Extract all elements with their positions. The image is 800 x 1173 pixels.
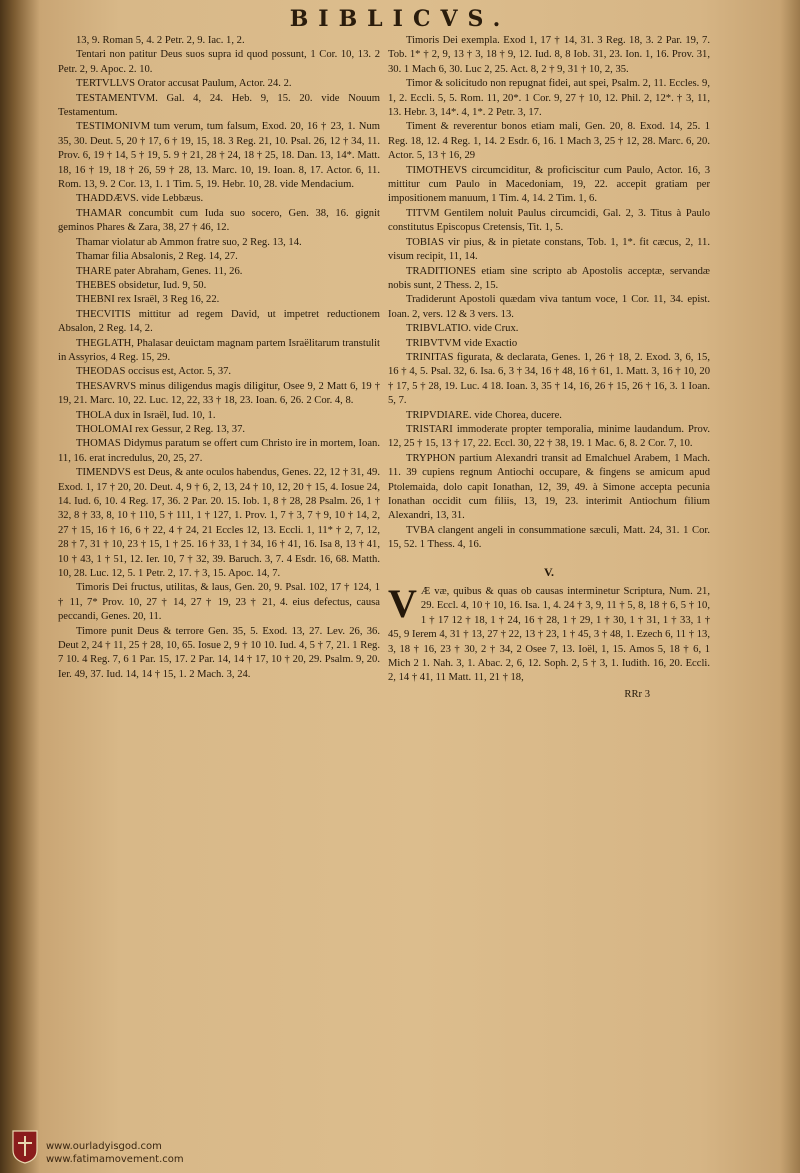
index-entry: Tradiderunt Apostoli quædam viva tantum voce, 1 Cor. 11, 34. epist. Ioan. 2, vers. 12 & 3 vers. 13.: [388, 294, 710, 320]
section-heading: V.: [543, 564, 555, 579]
right-column: [388, 34, 710, 702]
index-entry: THECVITIS mittitur ad regem David, ut impetret reductionem Absalon, 2 Reg. 14, 2.: [58, 308, 380, 335]
index-entry: THADDÆVS. vide Lebbæus.: [76, 193, 204, 205]
index-entry: TESTAMENTVM. Gal. 4, 24. Heb. 9, 15. 20. vide Nouum Testamentum.: [58, 92, 380, 119]
index-entry: THEODAS occisus est, Actor. 5, 37.: [76, 366, 232, 378]
index-entry: Timore punit Deus & terrore Gen. 35, 5. Exod. 13, 27. Lev. 26, 36. Deut 2, 24 † 11, 25 † 28, 10, 65. Iosue 2, 9 † 10 10. Iud. 4, 5 † 7, 21. 1 Reg. 7 10. 4 Reg. 7, 6 1 Par. 15, 17. 2 Par. 14, 14 † 17, 10 † 20, 29. Psalm. 9, 20. Ier. 49, 37. Iud. 14, 14 † 15, 1. 2 Mach. 3, 24.: [58, 625, 380, 680]
index-entry: THEGLATH, Phalasar deuictam magnam partem Israëlitarum transtulit in Assyrios, 4 Reg. 15, 29.: [58, 337, 380, 363]
index-entry: TOBIAS vir pius, & in pietate constans, Tob. 1, 1*. fit cæcus, 2, 11. visum recipit, 11, 14.: [388, 236, 710, 263]
index-entry: Thamar violatur ab Ammon fratre suo, 2 Reg. 13, 14.: [76, 236, 302, 248]
index-entry: TRADITIONES etiam sine scripto ab Apostolis acceptæ, servandæ nobis sunt, 2 Thess. 2, 15.: [388, 265, 710, 291]
section-v-text: Æ væ, quibus & quas ob causas interminetur Scriptura, Num. 21, 29. Eccl. 4, 10 † 10, 16. Isa. 1, 4. 24 † 3, 9, 11 † 5, 8, 18 † 6, 5 † 10, 1 † 17 12 † 18, 1 † 24, 16 † 28, 1 † 29, 1 † 30, 1 † 31, 1 † 33, 1 † 45, 9 Ierem 4, 31 † 13, 27 † 22, 13 † 23, 1 † 45, 3 † 48, 1. Ezech 6, 11 † 13, 3, 18 † 16, 23 † 30, 2 † 34, 2 Osee 7, 13. Ioël, 1, 15. Amos 5, 18 † 6, 1 Mich 2 1. Nah. 3, 1. Abac. 2, 6, 12. Soph. 2, 5 † 3, 1. Iudith. 16, 20. Eccli. 2, 14 † 41, 11 Matt. 11, 21 † 18,: [388, 586, 710, 684]
index-entry: TIMENDVS est Deus, & ante oculos habendus, Genes. 22, 12 † 31, 49. Exod. 1, 17 † 20, 20. Deut. 4, 9 † 6, 2, 13, 24 † 10, 12, 20 † 15, 4. Iosue 24, 14. Iud. 6, 10. 4 Reg. 17, 36. 2 Par. 20. 15. Iob. 1, 8 † 28, 28 Psalm. 26, 1 † 32, 8 † 33, 8, 10 † 110, 5 † 111, 1 † 127, 1. Prov. 1, 7 † 3, 7 † 9, 10 † 14, 2, 27 † 15, 16 † 16, 6 † 22, 4 † 24, 21 Eccles 12, 13. Eccli. 1, 11* † 2, 7, 12, 28 † 7, 31 † 10, 23 † 15, 1 † 25. 16 † 33, 1 † 34, 16 † 41, 16. Isa 8, 13 † 41, 10 † 43, 1 † 51, 12. Ier. 10, 7 † 32, 39. Baruch. 3, 7. 4 Esdr. 16, 68. Matth. 10, 28. Luc. 12, 5. 1 Petr. 2, 17. † 3, 15. Apoc. 14, 7.: [58, 467, 380, 580]
index-entry: THOMAS Didymus paratum se offert cum Christo ire in mortem, Ioan. 11, 16. erat incredulus, 20, 25, 27.: [58, 438, 380, 464]
index-entry: Timoris Dei fructus, utilitas, & laus, Gen. 20, 9. Psal. 102, 17 † 124, 1 † 11, 7* Prov. 10, 27 † 14, 27 † 19, 23 † 21, 4. eius defectus, causa peccandi, Genes. 20, 11.: [58, 582, 380, 623]
website-logo-icon: [12, 1130, 38, 1164]
website-credits: [46, 1140, 184, 1166]
index-entry: TRINITAS figurata, & declarata, Genes. 1, 26 † 18, 2. Exod. 3, 6, 15, 16 † 4, 5. Psal. 32, 6. Isa. 6, 3 † 34, 16 † 48, 16 † 61, 1. Matt. 3, 16 † 10, 20 † 17, 5 † 28, 19. Luc. 4 18. Ioan. 3, 35 † 14, 16, 26 † 15, 26 † 16, 3. 1 Ioan. 5, 7.: [388, 351, 710, 407]
credit-link-1[interactable]: www.ourladyisgod.com: [46, 1141, 162, 1152]
drop-cap: V: [388, 581, 417, 627]
index-entry: Timent & reverentur bonos etiam mali, Gen. 20, 8. Exod. 14, 25. 1 Reg. 18, 12. 4 Reg. 1, 14. 2 Esdr. 6, 16. 1 Mach 3, 25 † 12, 28. Marc. 6, 20. Actor. 5, 13 † 16, 29: [388, 121, 710, 162]
index-entry: THAMAR concumbit cum Iuda suo socero, Gen. 38, 16. gignit geminos Phares & Zara, 38, 27 † 46, 12.: [58, 207, 380, 234]
running-title: BIBLICVS.: [289, 6, 511, 32]
credit-link-2[interactable]: www.fatimamovement.com: [46, 1154, 184, 1165]
index-entry: TRISTARI immoderate propter temporalia, minime laudandum. Prov. 12, 25 † 15, 13 † 17, 22. Eccl. 30, 22 † 38, 19. 1 Mac. 6, 8. 2 Cor. 7, 10.: [388, 423, 710, 450]
signature-mark: RRr 3: [624, 688, 650, 700]
index-entry: Timoris Dei exempla. Exod 1, 17 † 14, 31. 3 Reg. 18, 3. 2 Par. 19, 7. Tob. 1* † 2, 9, 13 † 3, 18 † 9, 12. Iud. 8, 8 Iob. 31, 23. Ion. 1, 16. Prov. 31, 30. 1 Mach 6, 30. Luc 2, 25. Act. 8, 2 † 9, 31 † 10, 2, 35.: [388, 35, 710, 75]
left-column: [58, 34, 380, 682]
index-entry: TIMOTHEVS circumciditur, & proficiscitur cum Paulo, Actor. 16, 3 mittitur cum Paulo in Macedoniam, 19, 22. accepit gratiam per impositionem manuum, 1 Tim. 4, 14. 2 Tim. 1, 6.: [388, 164, 710, 205]
index-entry: THARE pater Abraham, Genes. 11, 26.: [76, 265, 243, 277]
index-entry: Tentari non patitur Deus suos supra id quod possunt, 1 Cor. 10, 13. 2 Petr. 2, 9. Apoc. 2. 10.: [58, 49, 380, 75]
index-entry: TRIBVTVM vide Exactio: [406, 337, 518, 349]
index-entry: TRIPVDIARE. vide Chorea, ducere.: [406, 409, 562, 421]
index-entry: 13, 9. Roman 5, 4. 2 Petr. 2, 9. Iac. 1, 2.: [76, 35, 245, 46]
index-entry: Timor & solicitudo non repugnat fidei, aut spei, Psalm. 2, 11. Eccles. 9, 1, 2. Eccli. 5, 5. Rom. 11, 20*. 1 Cor. 9, 27 † 10, 12. Phil. 2, 12*. † 3, 11, 13. Hebr. 3, 14*. 4, 1*. 2 Petr. 3, 17.: [388, 78, 710, 119]
index-entry: TRYPHON partium Alexandri transit ad Emalchuel Arabem, 1 Mach. 11. 39 cupiens regnum Antiochi occupare, & fingens se amicum apud Ptolemaida, dolo capit Ionathan, 12, 39, 49. à Simone accepta pecunia Ionathan occidit cum filiis, 13, 19, 23. interimit Antiochum filium Alexandri, 13, 31.: [388, 452, 710, 522]
index-entry: THEBNI rex Israël, 3 Reg 16, 22.: [76, 294, 220, 306]
index-entry: THEBES obsidetur, Iud. 9, 50.: [76, 279, 207, 291]
index-entry: TVBA clangent angeli in consummatione sæculi, Matt. 24, 31. 1 Cor. 15, 52. 1 Thess. 4, 16.: [388, 524, 710, 551]
index-entry: THOLA dux in Israël, Iud. 10, 1.: [76, 409, 216, 421]
index-entry: TRIBVLATIO. vide Crux.: [406, 323, 519, 335]
section-v-entry: [388, 581, 710, 686]
index-entry: THESAVRVS minus diligendus magis diligitur, Osee 9, 2 Matt 6, 19 † 19, 21. Marc. 10, 22. Luc. 12, 22, 33 † 18, 23. Ioan. 6, 26. 2 Cor. 4, 8.: [58, 380, 380, 407]
index-entry: TITVM Gentilem noluit Paulus circumcidi, Gal. 2, 3. Titus à Paulo constitutus Episcopus Cretensis, Tit. 1, 5.: [388, 207, 710, 234]
index-entry: TERTVLLVS Orator accusat Paulum, Actor. 24. 2.: [76, 78, 292, 90]
index-entry: THOLOMAI rex Gessur, 2 Reg. 13, 37.: [76, 423, 246, 435]
index-entry: Thamar filia Absalonis, 2 Reg. 14, 27.: [76, 251, 238, 263]
index-entry: TESTIMONIVM tum verum, tum falsum, Exod. 20, 16 † 23, 1. Num 35, 30. Deut. 5, 20 † 17, 6 † 19, 15, 18. 3 Reg. 21, 10. Psal. 26, 12 † 34, 11. Prov. 6, 19 † 14, 5 † 19, 5. 9 † 21, 28 † 24, 18 † 25, 18. Dan. 13, 14*. Matt. 18, 16 † 19, 18 † 26, 59 † 28, 13. Marc. 10, 19. Ioan. 8, 17. Actor. 6, 11. Rom. 13, 9. 2 Cor. 13, 1. 1 Tim. 5, 19. Hebr. 10, 28. vide Mendacium.: [58, 121, 380, 191]
